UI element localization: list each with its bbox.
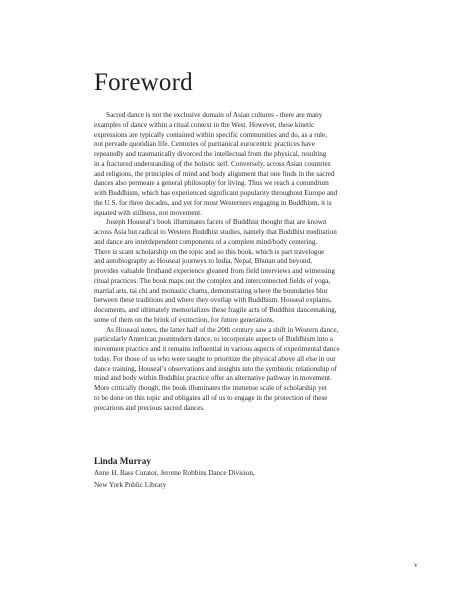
text-line: expressions are typically contained within specific communities and do, as a rule,: [94, 130, 327, 139]
text-line: repeatedly and traumatically divorced the intellectual from the physical, resulting: [94, 150, 327, 158]
text-line: with Buddhism, which has experienced significant popularity throughout Europe and: [94, 189, 338, 197]
text-line: martial arts, tai chi and monastic chams, demonstrating where the boundaries blur: [94, 286, 328, 295]
foreword-body: [94, 111, 384, 413]
text-line: Joseph Houseal’s book illuminates facets of Buddhist thought that are known: [106, 218, 327, 227]
text-line: movement practice and it remains influential in various aspects of experimental dance: [94, 345, 340, 353]
text-line: As Houseal notes, the latter half of the 20th century saw a shift in Western dance,: [106, 325, 339, 334]
paragraph-3: [94, 326, 384, 414]
page-title: Foreword: [94, 69, 193, 96]
text-line: documents, and ultimately memorializes these fragile acts of Buddhist dancemaking,: [94, 306, 337, 314]
text-line: between these traditions and where they overlap with Buddhism. Houseal explains,: [94, 296, 332, 305]
author-title-line: New York Public Library: [94, 480, 167, 489]
text-line: dance training, Houseal’s observations and insights into the symbiotic relationship of: [94, 364, 337, 373]
text-line: some of them on the brink of extinction, for future generations.: [94, 315, 275, 324]
author-name: Linda Murray: [94, 456, 151, 466]
paragraph-1: [94, 111, 384, 218]
text-line: More critically though, the book illuminates the immense scale of scholarship yet: [94, 384, 327, 392]
text-line: ritual practices. The book maps out the complex and interconnected fields of yoga,: [94, 276, 331, 285]
paragraph-2: [94, 218, 384, 325]
text-line: particularly American postmodern dance, to incorporate aspects of Buddhism into a: [94, 335, 333, 344]
text-line: and religions, the principles of mind and body alignment that one finds in the sacred: [94, 169, 335, 178]
text-line: and autobiography as Houseal journeys to India, Nepal, Bhutan and beyond,: [94, 257, 312, 266]
text-line: and dance are interdependent components of a complete mind/body centering.: [94, 237, 318, 246]
page-number: v: [414, 560, 418, 569]
text-line: Sacred dance is not the exclusive domain of Asian cultures - there are many: [106, 111, 323, 119]
text-line: in a fractured understanding of the holistic self. Conversely, across Asian countries: [94, 159, 331, 168]
text-line: equated with stillness, not movement.: [94, 208, 202, 217]
text-line: examples of dance within a ritual context in the West. However, these kinetic: [94, 120, 315, 129]
text-line: precarious and precious sacred dances.: [94, 403, 205, 412]
text-line: today. For those of us who were taught to prioritize the physical above all else in our: [94, 354, 336, 363]
text-line: dances also permeate a general philosophy for living. Thus we reach a conundrum: [94, 179, 329, 188]
text-line: not pervade quotidian life. Centuries of puritanical eurocentric practices have: [94, 140, 315, 149]
text-line: the U.S. for three decades, and yet for most Westerners engaging in Buddhism, it is: [94, 198, 332, 207]
text-line: to be done on this topic and obligates all of us to engage in the protection of these: [94, 393, 328, 402]
author-title-line: Anne H. Bass Curator, Jerome Robbins Dance Division,: [94, 469, 255, 477]
text-line: There is scant scholarship on the topic and so this book, which is part travelogue: [94, 247, 325, 256]
text-line: mind and body within Buddhist practice offer an alternative pathway in movement.: [94, 374, 332, 383]
text-line: provides valuable firsthand experience gleaned from field interviews and witnessing: [94, 267, 335, 275]
text-line: across Asia but radical to Western Buddhist studies, namely that Buddhist meditation: [94, 228, 337, 236]
signature-block: [94, 455, 384, 491]
